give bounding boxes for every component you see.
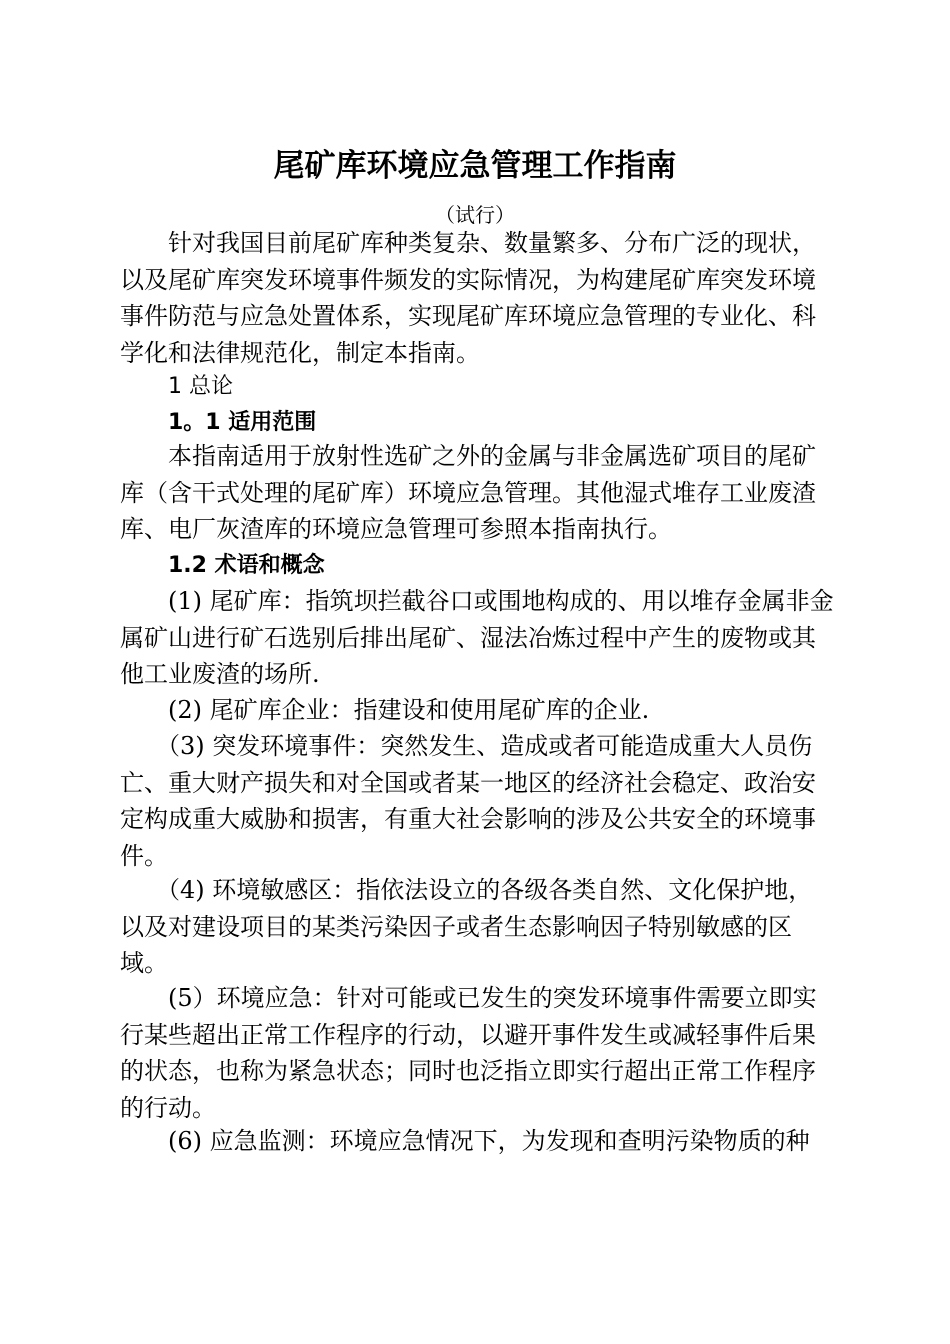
document-subtitle: （试行） [435, 203, 515, 227]
text-line: 域。 [120, 949, 168, 977]
document-title: 尾矿库环境应急管理工作指南 [273, 148, 677, 184]
intro-paragraph [120, 225, 830, 371]
text-line: (2) 尾矿库企业：指建设和使用尾矿库的企业. [120, 696, 650, 724]
text-line: (5）环境应急：针对可能或已发生的突发环境事件需要立即实 [120, 984, 817, 1012]
text-line: 针对我国目前尾矿库种类复杂、数量繁多、分布广泛的现状， [120, 229, 816, 257]
text-line: 行某些超出正常工作程序的行动，以避开事件发生或减轻事件后果 [120, 1020, 816, 1049]
section-heading-1-2: 1.2 术语和概念 [168, 553, 325, 578]
text-line: 库、电厂灰渣库的环境应急管理可参照本指南执行。 [120, 515, 672, 543]
text-line: 学化和法律规范化，制定本指南。 [120, 338, 480, 367]
text-line: 的行动。 [120, 1093, 216, 1122]
text-line: 属矿山进行矿石选别后排出尾矿、湿法冶炼过程中产生的废物或其 [120, 623, 816, 652]
text-line: 本指南适用于放射性选矿之外的金属与非金属选矿项目的尾矿 [120, 442, 816, 470]
text-line: (6) 应急监测：环境应急情况下，为发现和查明污染物质的种 [120, 1127, 810, 1155]
text-line: 亡、重大财产损失和对全国或者某一地区的经济社会稳定、政治安 [120, 768, 816, 797]
term-1-paragraph [120, 583, 834, 693]
text-line: 事件防范与应急处置体系，实现尾矿库环境应急管理的专业化、科 [120, 302, 816, 330]
text-line: （4) 环境敏感区：指依法设立的各级各类自然、文化保护地， [120, 876, 813, 904]
text-line: (1) 尾矿库：指筑坝拦截谷口或围地构成的、用以堆存金属非金 [120, 587, 834, 615]
section-heading-1-1: 1。1 适用范围 [168, 410, 317, 435]
text-line: 以及尾矿库突发环境事件频发的实际情况，为构建尾矿库突发环境 [120, 265, 816, 294]
text-line: 定构成重大威胁和损害，有重大社会影响的涉及公共安全的环境事 [120, 805, 816, 833]
text-line: 他工业废渣的场所. [120, 660, 320, 688]
text-line: （3) 突发环境事件：突然发生、造成或者可能造成重大人员伤 [120, 732, 813, 760]
text-line: 件。 [120, 841, 168, 870]
section-heading-1: 1 总论 [168, 374, 233, 399]
term-4-paragraph [120, 872, 830, 982]
text-line: 以及对建设项目的某类污染因子或者生态影响因子特别敏感的区 [120, 912, 792, 941]
text-line: 的状态，也称为紧急状态；同时也泛指立即实行超出正常工作程序 [120, 1057, 816, 1085]
term-2-paragraph [120, 692, 830, 729]
scope-paragraph [120, 438, 830, 548]
term-5-paragraph [120, 980, 830, 1126]
term-3-paragraph [120, 728, 830, 874]
term-6-paragraph [120, 1123, 830, 1160]
text-line: 库（含干式处理的尾矿库）环境应急管理。其他湿式堆存工业废渣 [120, 478, 816, 507]
